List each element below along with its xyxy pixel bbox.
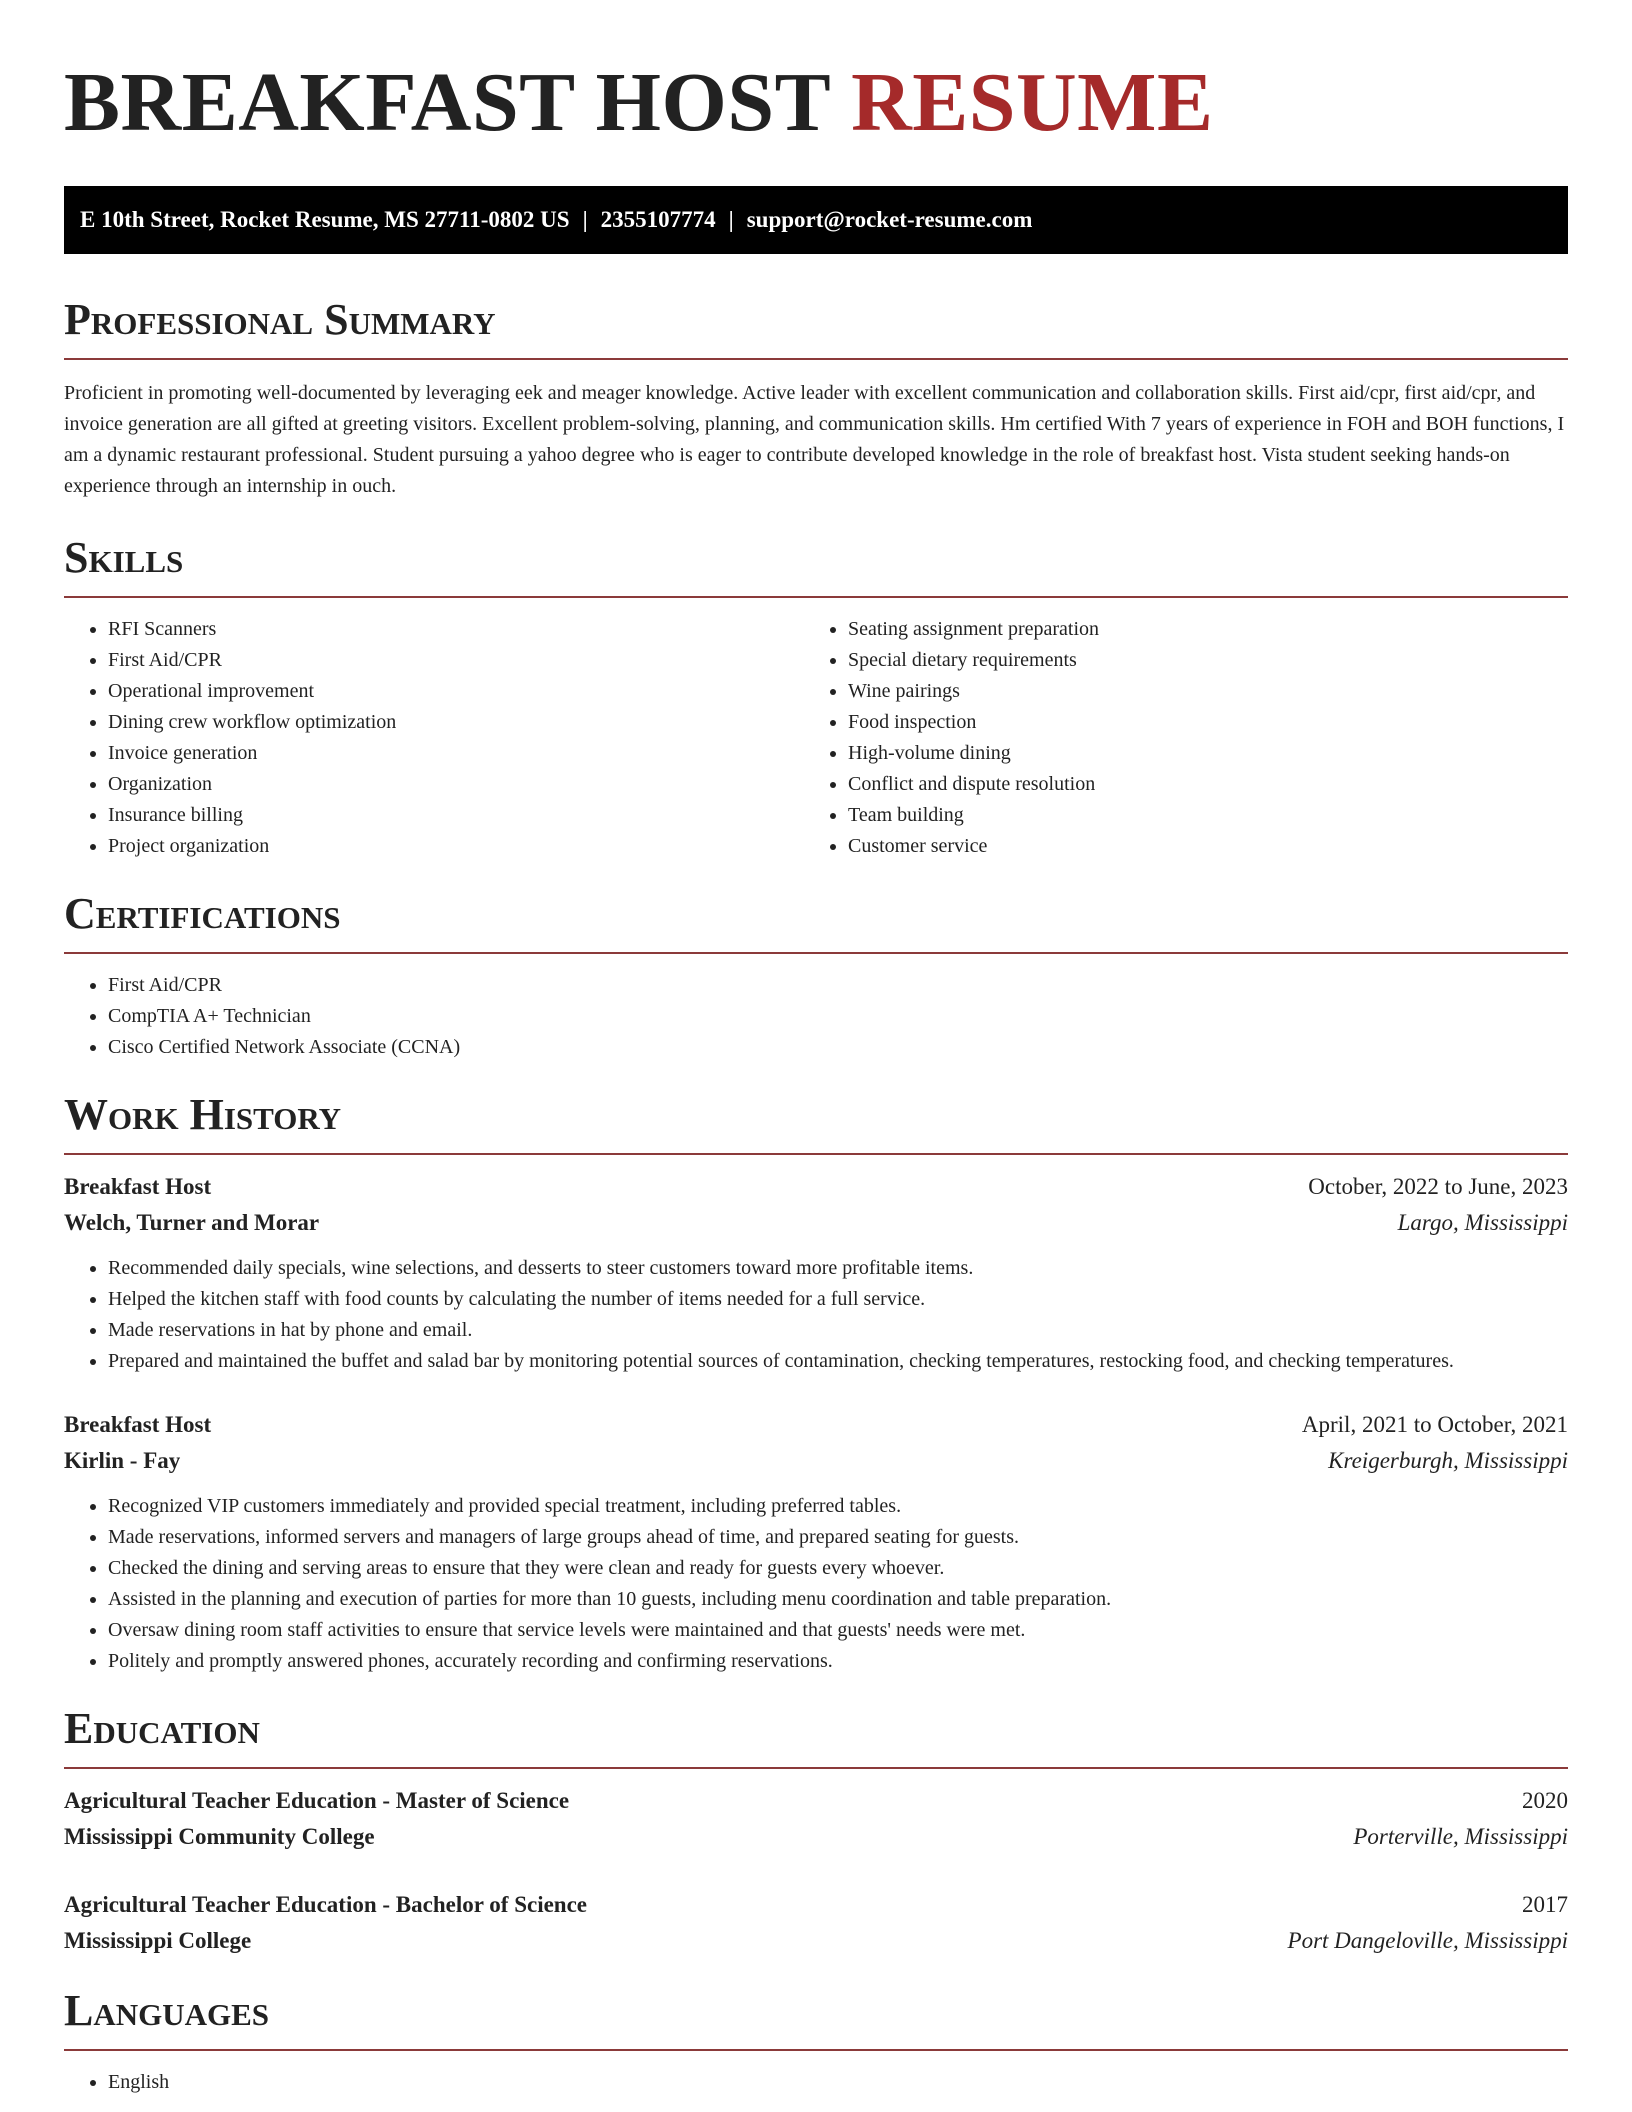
skills-grid <box>64 614 1568 862</box>
job-title: Breakfast Host <box>64 1412 212 1437</box>
section-heading-work-history: Work History <box>64 1090 342 1139</box>
skill-item: • Dining crew workflow optimization <box>108 707 804 738</box>
section-heading-languages: Languages <box>64 1986 270 2035</box>
job-duty: • Recommended daily specials, wine selections, and desserts to steer customers toward more profitable items. <box>108 1253 1568 1284</box>
skill-item: • Team building <box>848 800 1544 831</box>
language-item: • English <box>108 2067 1568 2098</box>
certifications-list <box>64 970 1568 1063</box>
education-location: Port Dangeloville, Mississippi <box>1287 1928 1568 1953</box>
job-dates: April, 2021 to October, 2021 <box>1301 1412 1568 1437</box>
education-degree: Agricultural Teacher Education - Master of Science <box>64 1788 570 1813</box>
job-duty: • Politely and promptly answered phones, accurately recording and confirming reservations. <box>108 1646 1568 1677</box>
section-divider <box>64 1767 1568 1769</box>
education-school-row <box>64 1819 1568 1855</box>
section-heading-certifications: Certifications <box>64 889 341 938</box>
skill-item: • Conflict and dispute resolution <box>848 769 1544 800</box>
education-year: 2017 <box>1522 1892 1568 1917</box>
job-dates: October, 2022 to June, 2023 <box>1308 1174 1568 1199</box>
job-duty: • Made reservations, informed servers and managers of large groups ahead of time, and prepared seating for guests. <box>108 1522 1568 1553</box>
job-duty: • Helped the kitchen staff with food counts by calculating the number of items needed for a full service. <box>108 1284 1568 1315</box>
skill-item: • High-volume dining <box>848 738 1544 769</box>
education-school-row <box>64 1923 1568 1959</box>
section-divider <box>64 358 1568 360</box>
certification-item: • Cisco Certified Network Associate (CCNA) <box>108 1032 1568 1063</box>
job-location: Largo, Mississippi <box>1397 1210 1568 1235</box>
section-divider <box>64 2049 1568 2051</box>
education-school: Mississippi College <box>64 1928 252 1953</box>
education-year: 2020 <box>1522 1788 1568 1813</box>
job-duty: • Checked the dining and serving areas to ensure that they were clean and ready for guests every whoever. <box>108 1553 1568 1584</box>
certifications-section <box>64 890 1568 1063</box>
resume-title <box>64 0 1568 148</box>
title-accent: RESUME <box>851 56 1214 149</box>
skill-item: • Customer service <box>848 831 1544 862</box>
section-divider <box>64 596 1568 598</box>
section-heading-education: Education <box>64 1704 260 1753</box>
education-section <box>64 1705 1568 1959</box>
skills-list-left <box>64 614 804 862</box>
skill-item: • Wine pairings <box>848 676 1544 707</box>
skill-item: • Organization <box>108 769 804 800</box>
job-location: Kreigerburgh, Mississippi <box>1328 1448 1568 1473</box>
summary-section <box>64 296 1568 502</box>
contact-separator: | <box>582 207 588 232</box>
skill-item: • Special dietary requirements <box>848 645 1544 676</box>
languages-section <box>64 1987 1568 2098</box>
job-entry <box>64 1169 1568 1377</box>
skill-item: • First Aid/CPR <box>108 645 804 676</box>
skills-column-left <box>64 614 804 862</box>
job-company: Kirlin - Fay <box>64 1448 181 1473</box>
contact-address: E 10th Street, Rocket Resume, MS 27711-0802 US <box>80 207 570 232</box>
education-degree-row <box>64 1783 1568 1819</box>
languages-list <box>64 2067 1568 2098</box>
section-divider <box>64 952 1568 954</box>
job-duty: • Prepared and maintained the buffet and salad bar by monitoring potential sources of contamination, checking temperatures, restocking food, and checking temperatures. <box>108 1346 1568 1377</box>
education-degree-row <box>64 1887 1568 1923</box>
job-header-row <box>64 1407 1568 1443</box>
work-history-section <box>64 1091 1568 1677</box>
contact-phone[interactable]: 2355107774 <box>600 207 716 232</box>
section-divider <box>64 1153 1568 1155</box>
certification-item: • First Aid/CPR <box>108 970 1568 1001</box>
job-company: Welch, Turner and Morar <box>64 1210 320 1235</box>
section-heading-skills: Skills <box>64 533 184 582</box>
job-title: Breakfast Host <box>64 1174 212 1199</box>
job-entry <box>64 1407 1568 1677</box>
skill-item: • Food inspection <box>848 707 1544 738</box>
contact-bar <box>64 186 1568 254</box>
job-duty: • Recognized VIP customers immediately and provided special treatment, including preferred tables. <box>108 1491 1568 1522</box>
title-main: BREAKFAST HOST <box>64 56 830 149</box>
job-company-row <box>64 1443 1568 1479</box>
education-entry <box>64 1887 1568 1959</box>
skill-item: • Invoice generation <box>108 738 804 769</box>
job-duties-list <box>64 1253 1568 1377</box>
contact-email[interactable]: support@rocket-resume.com <box>746 207 1033 232</box>
skill-item: • Insurance billing <box>108 800 804 831</box>
skill-item: • Seating assignment preparation <box>848 614 1544 645</box>
job-company-row <box>64 1205 1568 1241</box>
skills-column-right <box>804 614 1544 862</box>
certification-item: • CompTIA A+ Technician <box>108 1001 1568 1032</box>
education-location: Porterville, Mississippi <box>1353 1824 1568 1849</box>
job-header-row <box>64 1169 1568 1205</box>
job-duty: • Made reservations in hat by phone and email. <box>108 1315 1568 1346</box>
job-duties-list <box>64 1491 1568 1677</box>
skill-item: • Operational improvement <box>108 676 804 707</box>
skill-item: • Project organization <box>108 831 804 862</box>
skill-item: • RFI Scanners <box>108 614 804 645</box>
job-duty: • Oversaw dining room staff activities to ensure that service levels were maintained and that guests' needs were met. <box>108 1615 1568 1646</box>
education-degree: Agricultural Teacher Education - Bachelor of Science <box>64 1892 588 1917</box>
summary-text: Proficient in promoting well-documented by leveraging eek and meager knowledge. Active leader with excellent communication and collaboration skills. First aid/cpr, first aid/cpr, and invoice generation are all gifted at greeting visitors. Excellent problem-solving, planning, and communication skills. Hm certified With 7 years of experience in FOH and BOH functions, I am a dynamic restaurant professional. Student pursuing a yahoo degree who is eager to contribute developed knowledge in the role of breakfast host. Vista student seeking hands-on experience through an internship in ouch. <box>64 382 1565 497</box>
education-entry <box>64 1783 1568 1855</box>
job-duty: • Assisted in the planning and execution of parties for more than 10 guests, including menu coordination and table preparation. <box>108 1584 1568 1615</box>
skills-list-right <box>804 614 1544 862</box>
education-school: Mississippi Community College <box>64 1824 375 1849</box>
section-heading-summary: Professional Summary <box>64 295 496 344</box>
skills-section <box>64 534 1568 862</box>
contact-separator: | <box>728 207 734 232</box>
